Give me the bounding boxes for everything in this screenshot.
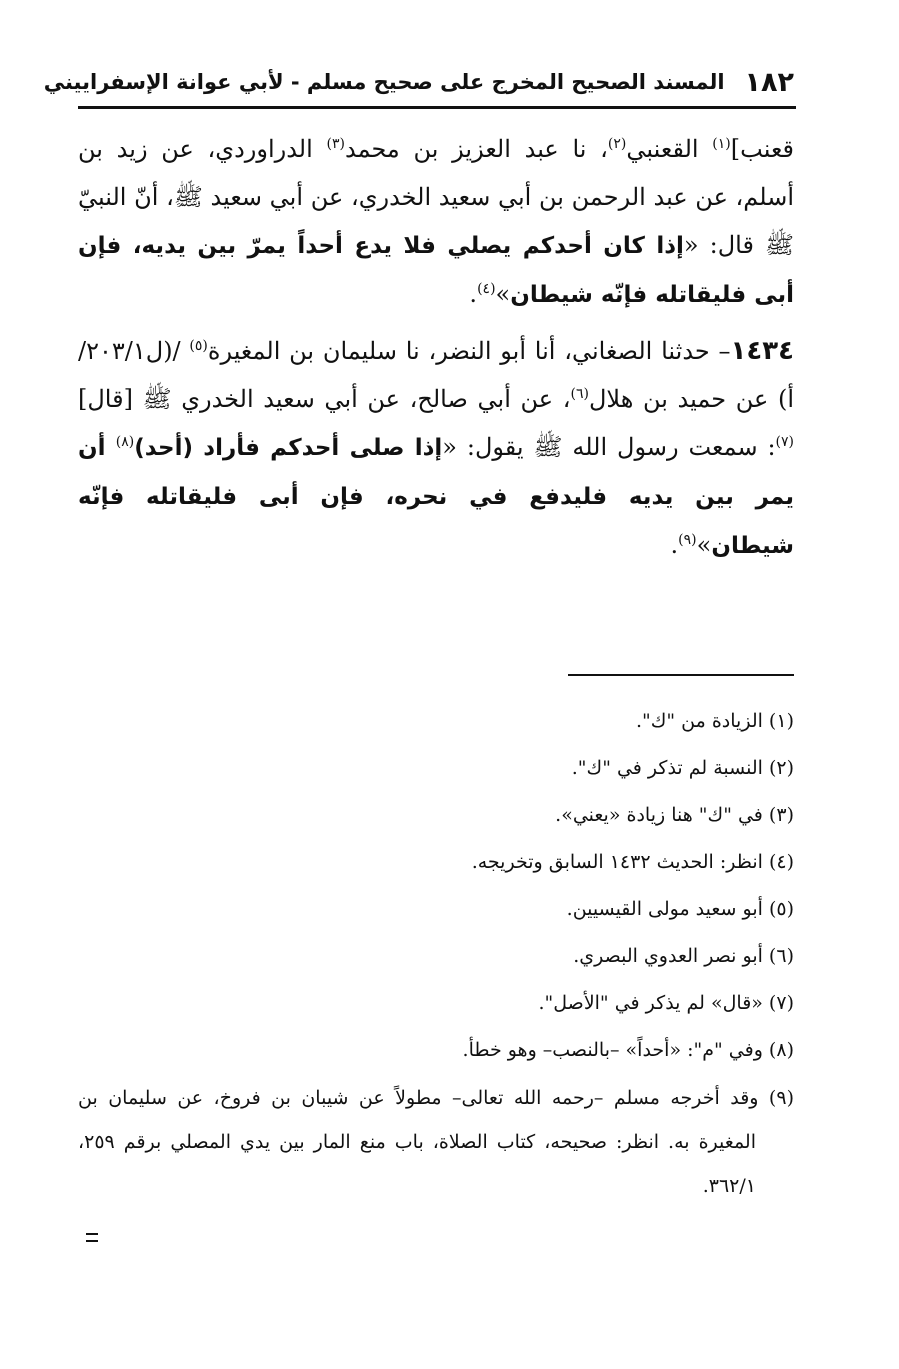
text-segment: القعنبي <box>626 135 713 163</box>
text-segment: /(ل٢٠٣/١/أ) عن حميد بن هلال <box>78 337 794 413</box>
footnote: (٧) «قال» لم يذكر في "الأصل". <box>538 992 794 1014</box>
main-text <box>78 125 794 570</box>
hadith-number: ١٤٣٤ <box>730 336 794 366</box>
footnote-ref: (٩) <box>678 532 697 548</box>
text-segment: قعنب] <box>730 135 794 163</box>
running-head <box>43 62 794 102</box>
footnotes <box>78 698 794 1208</box>
header-title: المسند الصحيح المخرج على صحيح مسلم - لأبي عوانة الإسفراييني <box>43 70 725 94</box>
text-segment: : سمعت رسول الله ﷺ يقول: « <box>442 433 776 461</box>
footnote-ref: (٤) <box>477 281 496 297</box>
footnote: (٣) في "ك" هنا زيادة «يعني». <box>555 804 794 826</box>
footnote: (٤) انظر: الحديث ١٤٣٢ السابق وتخريجه. <box>471 851 794 873</box>
hadith-text: أن يمر بين يديه فليدفع في نحره، فإن أبى فليقاتله فإنّه شيطان <box>78 435 794 559</box>
footnote-ref: (٨) <box>115 434 135 450</box>
text-segment: ، نا عبد العزيز بن محمد <box>344 135 608 163</box>
text-segment: . <box>469 280 478 308</box>
footnote-ref: (٥) <box>189 338 208 354</box>
footnote: (٦) أبو نصر العدوي البصري. <box>573 945 794 967</box>
text-segment: – حدثنا الصغاني، أنا أبو النضر، نا سليمان بن المغيرة <box>207 337 731 365</box>
hadith-text: إذا صلى أحدكم فأراد (أحد) <box>134 435 443 461</box>
text-segment: » <box>696 531 712 559</box>
footnote: (٨) وفي "م": «أحداً» –بالنصب– وهو خطأ. <box>462 1039 794 1061</box>
footnote-ref: (٦) <box>570 386 589 402</box>
footnote-ref: (٣) <box>326 136 345 152</box>
footnote-separator <box>568 674 794 676</box>
footnote-ref: (١) <box>712 136 731 152</box>
footnote-ref: (٧) <box>775 434 794 450</box>
footnote: (٢) النسبة لم تذكر في "ك". <box>571 757 794 779</box>
paragraph-2 <box>78 327 794 570</box>
text-segment: » <box>495 280 511 308</box>
footnote: (١) الزيادة من "ك". <box>635 710 794 732</box>
text-segment: . <box>670 531 679 559</box>
footnote: (٥) أبو سعيد مولى القيسيين. <box>566 898 794 920</box>
text-segment: ، عن أبي صالح، عن أبي سعيد الخدري ﷺ [قال] <box>78 385 571 413</box>
page-number: ١٨٢ <box>744 66 794 98</box>
text-segment: الدراوردي، عن زيد بن أسلم، عن عبد الرحمن بن أبي سعيد الخدري، عن أبي سعيد ﷺ، أنّ النبيّ ﷺ قال: « <box>78 135 794 259</box>
page-end-mark <box>86 1233 98 1242</box>
footnote-ref: (٢) <box>607 136 627 152</box>
footnote: (٩) وقد أخرجه مسلم –رحمه الله تعالى– مطولاً عن شيبان بن فروخ، عن سليمان بن المغيرة به. انظر: صحيحه، كتاب الصلاة، باب منع المار بين يدي المصلي برقم ٢٥٩، ٣٦٢/١. <box>78 1087 794 1197</box>
paragraph-1 <box>78 125 794 319</box>
header-rule <box>78 106 796 109</box>
hadith-text: إذا كان أحدكم يصلي فلا يدع أحداً يمرّ بين يديه، فإن أبى فليقاتله فإنّه شيطان <box>78 233 794 308</box>
